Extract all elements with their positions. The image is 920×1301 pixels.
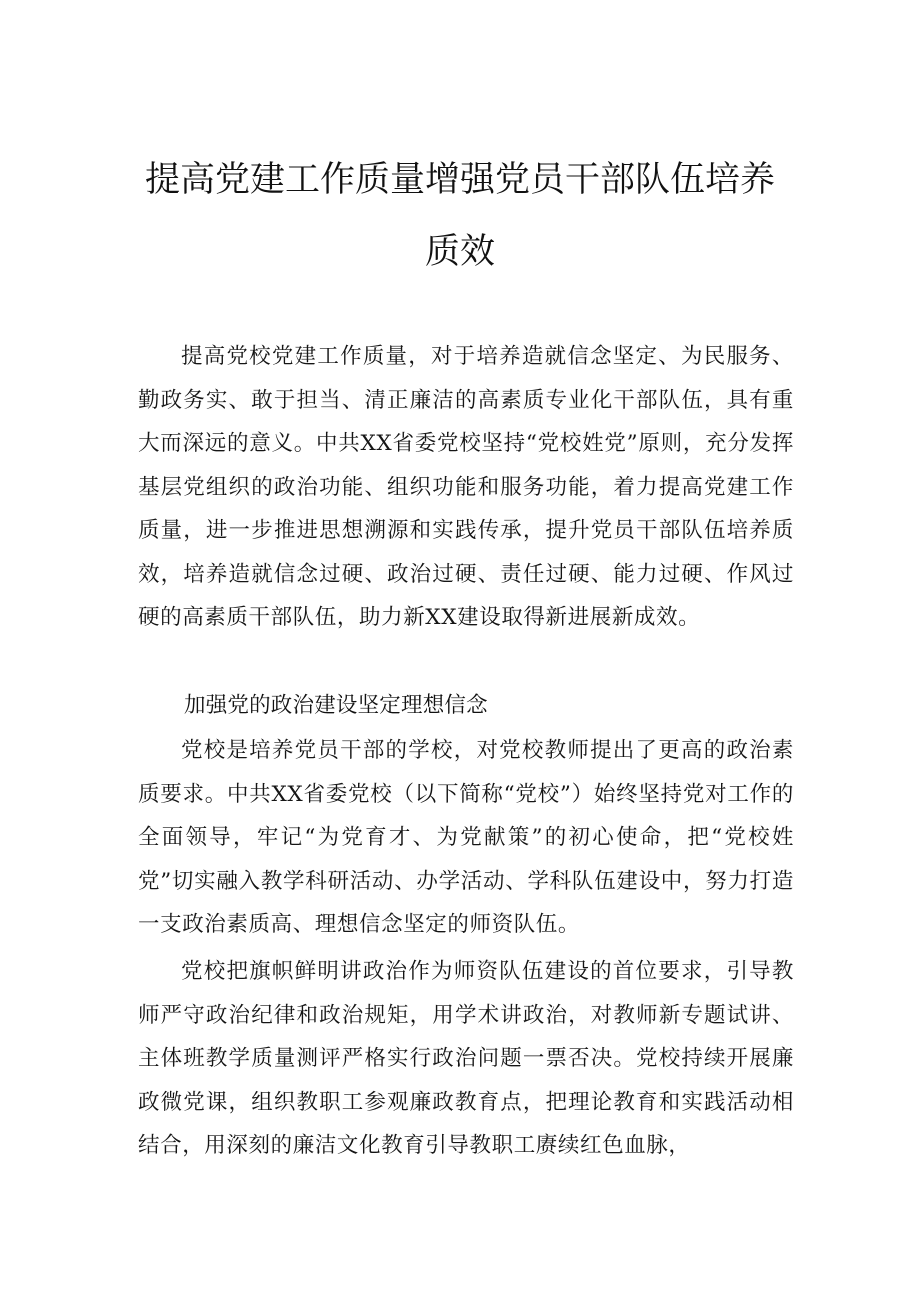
- body-paragraph-3: 党校把旗帜鲜明讲政治作为师资队伍建设的首位要求，引导教师严守政治纪律和政治规矩，用学术讲政治，对教师新专题试讲、主体班教学质量测评严格实行政治问题一票否决。党校持续开展廉政微党课，组织教职工参观廉政教育点，把理论教育和实践活动相结合，用深刻的廉洁文化教育引导教职工赓续红色血脉，: [138, 959, 794, 1158]
- section-heading: 加强党的政治建设坚定理想信念: [184, 693, 488, 718]
- intro-paragraph: 提高党校党建工作质量，对于培养造就信念坚定、为民服务、勤政务实、敢于担当、清正廉洁的高素质专业化干部队伍，具有重大而深远的意义。中共XX省委党校坚持“党校姓党”原则，充分发挥基层党组织的政治功能、组织功能和服务功能，着力提高党建工作质量，进一步推进思想溯源和实践传承，提升党员干部队伍培养质效，培养造就信念过硬、政治过硬、责任过硬、能力过硬、作风过硬的高素质干部队伍，助力新XX建设取得新进展新成效。: [138, 344, 794, 630]
- body-paragraph-2: 党校是培养党员干部的学校，对党校教师提出了更高的政治素质要求。中共XX省委党校（以下简称“党校”）始终坚持党对工作的全面领导，牢记“为党育才、为党献策”的初心使命，把“党校姓党”切实融入教学科研活动、办学活动、学科队伍建设中，努力打造一支政治素质高、理想信念坚定的师资队伍。: [138, 738, 794, 937]
- document-title-line-2: 质效: [424, 232, 495, 272]
- document-title-line-1: 提高党建工作质量增强党员干部队伍培养: [144, 160, 775, 200]
